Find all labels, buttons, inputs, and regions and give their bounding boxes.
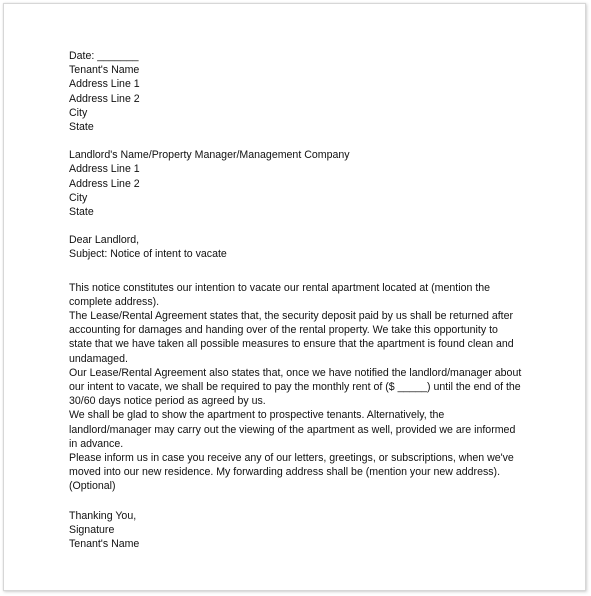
- document-page: [3, 3, 586, 591]
- tenant-state-line: State: [69, 121, 94, 134]
- body-line: We shall be glad to show the apartment to prospective tenants. Alternatively, the: [69, 409, 445, 422]
- body-line: The Lease/Rental Agreement states that, the security deposit paid by us shall be returned after: [69, 310, 514, 323]
- body-line: complete address).: [69, 295, 160, 308]
- subject-line: Subject: Notice of intent to vacate: [69, 248, 227, 261]
- letter-content: [69, 49, 539, 551]
- body-line: Please inform us in case you receive any of our letters, greetings, or subscriptions, when we've: [69, 452, 514, 465]
- body-line: 30/60 days notice period as agreed by us.: [69, 395, 266, 408]
- body-line: state that we have taken all possible measures to ensure that the apartment is found clean and: [69, 338, 514, 351]
- spacer: [69, 219, 539, 233]
- landlord-address-line-2: Address Line 2: [69, 177, 140, 190]
- body-line: undamaged.: [69, 352, 128, 365]
- landlord-city-line: City: [69, 191, 88, 204]
- body-line: accounting for damages and handing over of the rental property. We take this opportunity to: [69, 324, 498, 337]
- tenant-address-block: [69, 49, 539, 134]
- body-line: landlord/manager may carry out the viewing of the apartment as well, provided we are informed: [69, 423, 516, 436]
- date-line: Date: _______: [69, 50, 139, 62]
- landlord-name-line: Landlord's Name/Property Manager/Management Company: [69, 149, 350, 162]
- body-line: Our Lease/Rental Agreement also states that, once we have notified the landlord/manager about: [69, 366, 522, 379]
- body-line: (Optional): [69, 480, 116, 493]
- salutation: Dear Landlord,: [69, 234, 140, 247]
- closing-tenant-name: Tenant's Name: [69, 538, 140, 551]
- spacer: [69, 262, 539, 281]
- body-line: moved into our new residence. My forwarding address shall be (mention your new address).: [69, 466, 501, 479]
- tenant-name-line: Tenant's Name: [69, 64, 140, 77]
- body-line: This notice constitutes our intention to vacate our rental apartment located at (mention the: [69, 281, 491, 294]
- tenant-address-line-2: Address Line 2: [69, 92, 140, 105]
- body-line: our intent to vacate, we shall be required to pay the monthly rent of ($ _____) until the end of the: [69, 381, 521, 394]
- closing-block: [69, 509, 539, 552]
- tenant-city-line: City: [69, 106, 88, 119]
- tenant-address-line-1: Address Line 1: [69, 78, 140, 91]
- spacer: [69, 134, 539, 148]
- letter-body: [69, 281, 539, 494]
- signature-line: Signature: [69, 523, 115, 536]
- closing-thanks: Thanking You,: [69, 509, 137, 522]
- landlord-state-line: State: [69, 206, 94, 219]
- landlord-address-block: [69, 148, 539, 219]
- body-line: in advance.: [69, 437, 124, 450]
- spacer: [69, 494, 539, 509]
- landlord-address-line-1: Address Line 1: [69, 163, 140, 176]
